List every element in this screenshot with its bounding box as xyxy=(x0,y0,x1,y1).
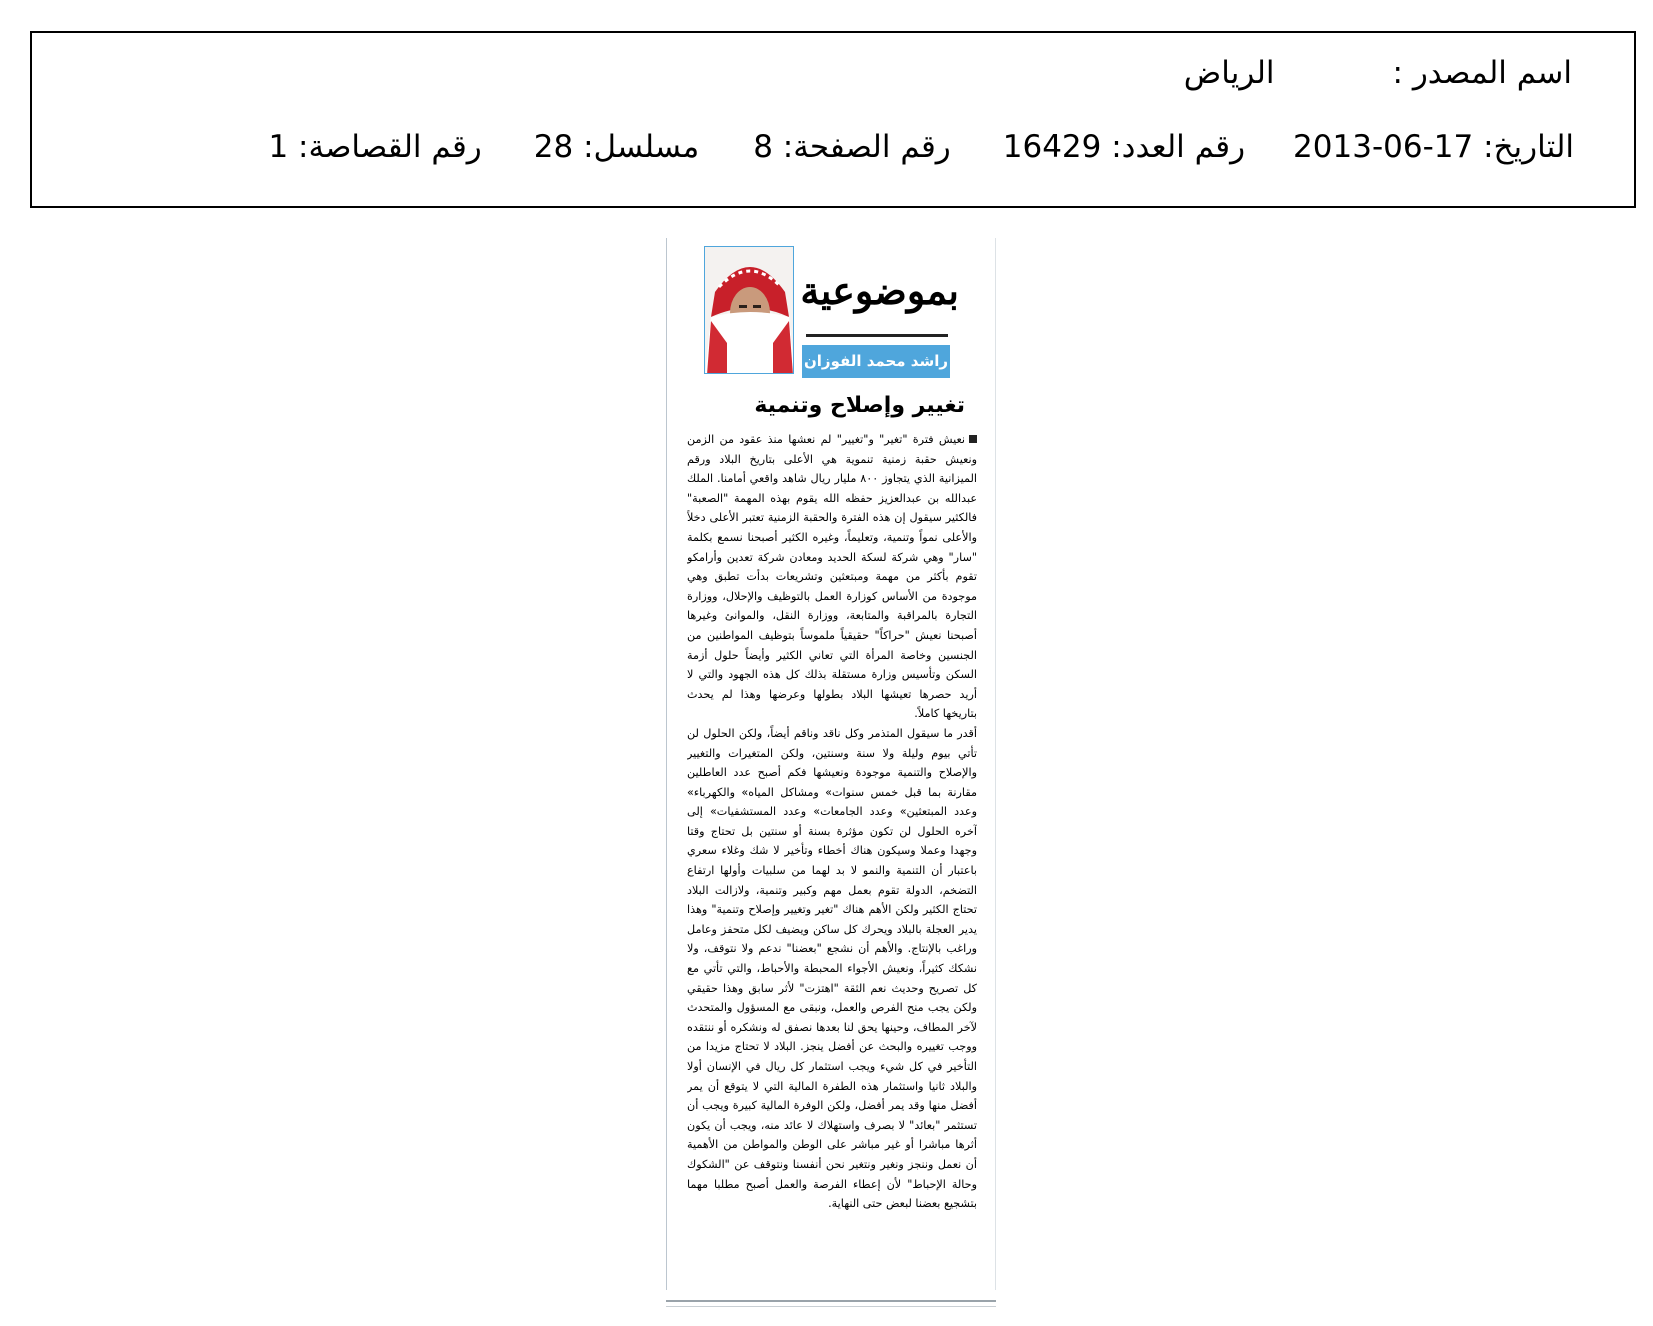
paragraph-text-2: أقدر ما سيقول المتذمر وكل ناقد وناقم أيضاً، ولكن الحلول لن تأتي بيوم وليلة ولا سنة وسنتين، ولكن المتغيرات والتغيير والإصلاح والتنمية موجودة ونعيشها فكم أصبح عدد العاطلين مقارنة بما قبل خمس سنوات» ومشاكل المياه» والكهرباء» وعدد المبتعثين» وعدد الجامعات» وعدد المستشفيات» إلى آخره الحلول لن تكون مؤثرة بسنة أو سنتين بل تحتاج وقتا وجهدا وعملا وسيكون هناك أخطاء وتأخير لا شك وغلاء سعري باعتبار أن التنمية والنمو لا بد لهما من سلبيات وأولها ارتفاع التضخم، الدولة تقوم بعمل مهم وكبير وتنمية، ولازالت البلاد تحتاج الكثير ولكن الأهم هناك "تغير وتغيير وإصلاح وتنمية" وهذا يدير العجلة بالبلاد ويحرك كل ساكن ويضيف لكل متحفز وعامل وراغب بالإنتاج. والأهم أن نشجع "بعضنا" ندعم ولا نتوقف، ولا نشكك كثيراً، ونعيش الأجواء المحبطة والأحباط، والتي تأتي مع كل تصريح وحديث نعم الثقة "اهتزت" لأثر سابق وهذا حقيقي ولكن يجب منح الفرص والعمل، ونبقى مع المسؤول والمتحدث لآخر المطاف، وحينها يحق لنا بعدها نصفق له ونشكره أو ننتقده ووجب تغييره والبحث عن أفضل ينجز. البلاد لا تحتاج مزيدا من التأخير في كل شيء ويجب استثمار كل ريال في الإنسان أولا والبلاد ثانيا واستثمار هذه الطفرة المالية التي لا يتوقع أن يمر أفضل منها وقد يمر أفضل، ولكن الوفرة المالية كبيرة ويجب أن تستثمر "بعائد" لا بصرف واستهلاك لا عائد منه، ويجب أن يكون أثرها مباشرا أو غير مباشر على الوطن والمواطن من الأهمية أن نعمل وننجز ونغير ونتغير نحن أنفسنا ونتوقف عن "الشكوك وحالة الإحباط" لأن إعطاء الفرصة والعمل أصبح مطلبا مهما بتشجيع بعضنا لبعض حتى النهاية. xyxy=(687,726,977,1211)
source-row xyxy=(1184,55,1572,91)
date-field: التاريخ: 17-06-2013 xyxy=(1293,129,1574,165)
clipping-bottom-edge xyxy=(666,1300,996,1302)
article-paragraph xyxy=(687,724,977,1214)
square-bullet-icon xyxy=(969,435,977,443)
issue-details-row xyxy=(268,129,1574,165)
source-label: اسم المصدر : xyxy=(1392,55,1572,91)
column-name-underline xyxy=(806,334,948,337)
serial-field: مسلسل: 28 xyxy=(533,129,700,165)
source-metadata-box xyxy=(30,31,1636,208)
clip-number-field: رقم القصاصة: 1 xyxy=(268,129,482,165)
author-photo xyxy=(704,246,794,374)
page-number-field: رقم الصفحة: 8 xyxy=(753,129,951,165)
article-headline: تغيير وإصلاح وتنمية xyxy=(754,393,965,418)
article-paragraph xyxy=(687,430,977,724)
author-name-badge: راشد محمد الفوزان xyxy=(802,345,950,378)
column-name: بموضوعية xyxy=(800,268,959,313)
issue-number-field: رقم العدد: 16429 xyxy=(1002,129,1246,165)
source-value: الرياض xyxy=(1183,55,1275,91)
newspaper-clipping xyxy=(666,238,996,1290)
article-body xyxy=(687,430,977,1280)
paragraph-text-1: نعيش فترة "تغير" و"تغيير" لم نعشها منذ عقود من الزمن ونعيش حقبة زمنية تنموية هي الأعلى بتاريخ البلاد ورقم الميزانية الذي يتجاوز ٨٠٠ مليار ريال شاهد واقعي أمامنا. الملك عبدالله بن عبدالعزيز حفظه الله يقوم بهذه المهمة "الصعبة" فالكثير سيقول إن هذه الفترة والحقبة الزمنية تعتبر الأعلى دخلاً والأعلى نمواً وتنمية، وتعليماً، وغيره الكثير أصبحنا نسمع بكلمة "سار" وهي شركة لسكة الحديد ومعادن شركة تعدين وأرامكو تقوم بأكثر من مهمة ومبتعثين وتشريعات بدأت تطبق وهي موجودة من الأساس كوزارة العمل بالتوظيف والإحلال، ووزارة التجارة بالمراقبة والمتابعة، ووزارة النقل، والموانئ وغيرها أصبحنا نعيش "حراكاً" حقيقياً ملموساً بتوظيف المواطنين من الجنسين وخاصة المرأة التي تعاني الكثير وأيضاً حلول أزمة السكن وتأسيس وزارة مستقلة بذلك كل هذه الجهود والتي لا أريد حصرها تعيشها البلاد بطولها وعرضها وهذا لم يحدث بتاريخها كاملاً. xyxy=(687,433,977,721)
clipping-bottom-shadow xyxy=(666,1306,996,1307)
